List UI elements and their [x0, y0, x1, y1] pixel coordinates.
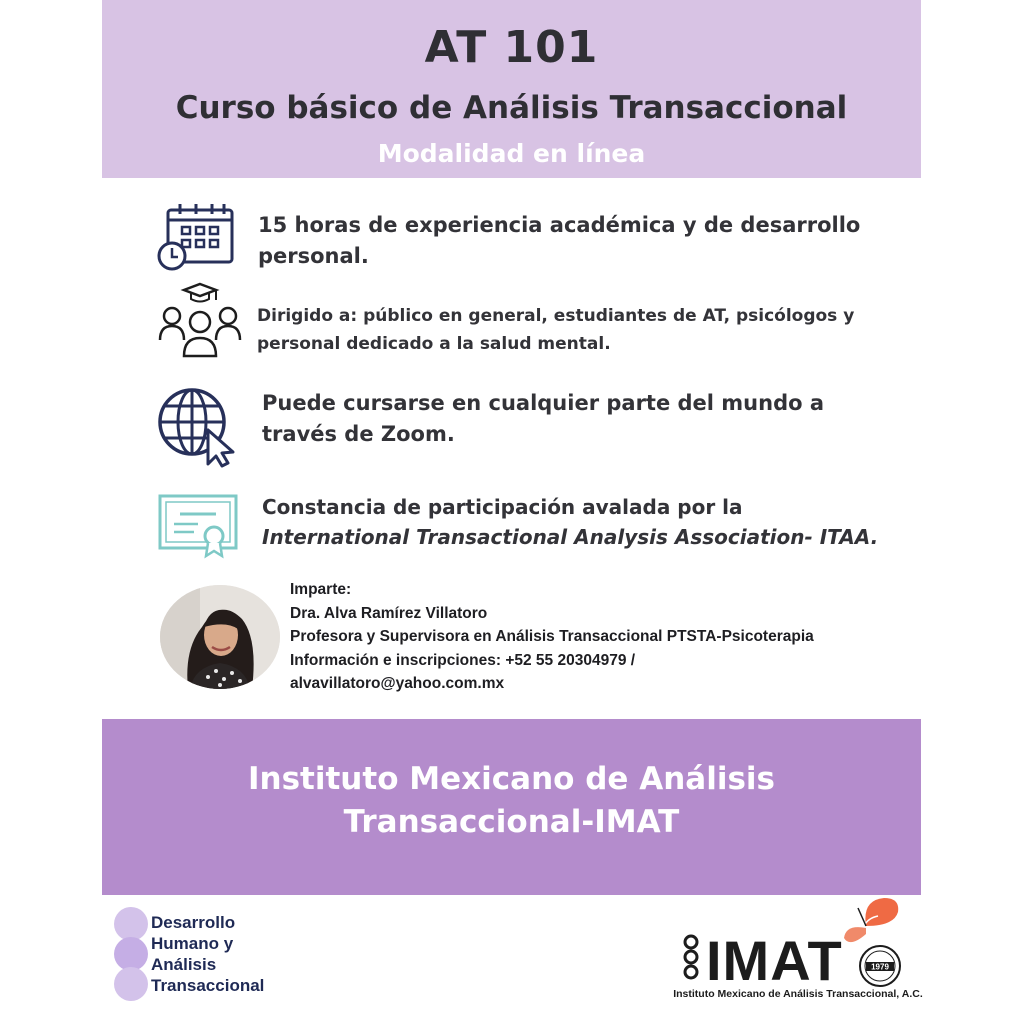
dh-logo-line: Desarrollo	[151, 913, 236, 932]
dh-logo-line: Transaccional	[151, 976, 265, 995]
certificate-association: International Transactional Analysis Association- ITAA.	[262, 525, 879, 549]
dh-logo-line: Humano y	[151, 934, 234, 953]
logo-dot	[114, 937, 148, 971]
feature-hours-text: 15 horas de experiencia académica y de desarrollo personal.	[258, 213, 861, 268]
certificate-line: Constancia de participación avalada por la	[262, 495, 743, 519]
instructor-details	[290, 578, 890, 696]
imat-logo-subtitle: Instituto Mexicano de Análisis Transaccional, A.C.	[673, 988, 923, 1000]
imat-rings-icon	[680, 934, 702, 980]
institute-name	[102, 758, 921, 844]
dh-logo-line: Análisis	[151, 955, 217, 974]
feature-audience-text: Dirigido a: público en general, estudiantes de AT, psicólogos y personal dedicado a la salud mental.	[257, 306, 855, 354]
course-mode: Modalidad en línea	[377, 139, 646, 168]
instructor-name: Dra. Alva Ramírez Villatoro	[290, 604, 488, 622]
feature-certificate-text	[262, 492, 902, 552]
imat-seal-year: 1979	[871, 962, 889, 972]
institute-name-line2: Transaccional-IMAT	[343, 804, 680, 840]
instructor-email: alvavillatoro@yahoo.com.mx	[290, 675, 505, 692]
logo-dot	[114, 967, 148, 1001]
imat-seal-icon	[858, 944, 902, 988]
imat-logo-word: IMAT	[706, 929, 843, 992]
instructor-portrait-illustration	[160, 585, 280, 689]
instructor-contact: Información e inscripciones: +52 55 20304979 /	[290, 651, 636, 669]
instructor-role: Profesora y Supervisora en Análisis Transaccional PTSTA-Psicoterapia	[290, 628, 814, 645]
institute-name-line1: Instituto Mexicano de Análisis	[247, 761, 775, 797]
butterfly-icon	[836, 896, 900, 948]
course-title: Curso básico de Análisis Transaccional	[175, 90, 848, 126]
instructor-label: Imparte:	[290, 581, 352, 598]
audience-graduation-icon	[158, 282, 242, 358]
calendar-clock-icon	[156, 202, 236, 272]
certificate-icon	[158, 492, 238, 560]
globe-cursor-icon	[156, 386, 238, 468]
instructor-photo	[160, 585, 280, 689]
dh-logo-text	[151, 912, 264, 996]
course-code: AT 101	[424, 22, 599, 73]
logo-dot	[114, 907, 148, 941]
feature-online-text: Puede cursarse en cualquier parte del mundo a través de Zoom.	[262, 391, 825, 446]
